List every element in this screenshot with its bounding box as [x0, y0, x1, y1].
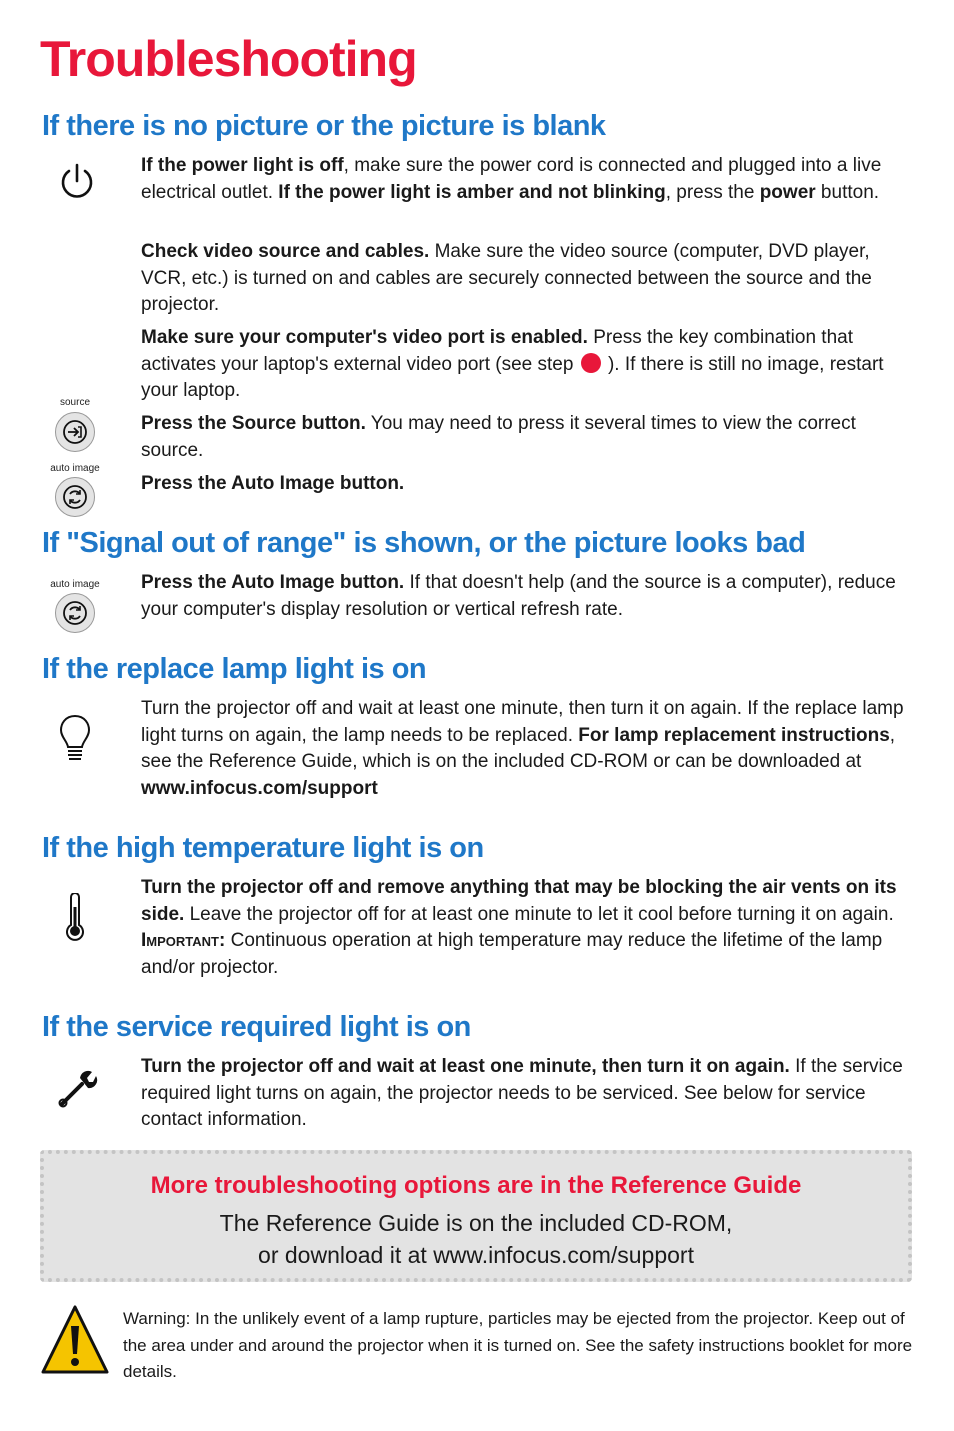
- auto-image-button-label: auto image: [50, 579, 100, 590]
- lamp-instructions-label: For lamp replacement instructions: [578, 724, 890, 746]
- signal-paragraph: [141, 570, 906, 623]
- text: If that doesn't help (and the source is a computer), reduce your computer's display resolution or vertical refresh rate.: [141, 572, 896, 620]
- text: Make sure the video source (computer, DVD player, VCR, etc.) is turned on and cables are securely connected between the source and the projector.: [141, 241, 872, 315]
- wrench-icon: [56, 1066, 100, 1115]
- text: Continuous operation at high temperature may reduce the lifetime of the lamp and/or projector.: [141, 930, 883, 978]
- heading-no-picture: If there is no picture or the picture is blank: [42, 110, 606, 142]
- important-label: Important:: [141, 930, 226, 951]
- lightbulb-icon: [58, 713, 92, 770]
- source-button-label: source: [59, 397, 90, 408]
- step-dot-icon: [581, 353, 601, 373]
- text: Turn the projector off and wait at least one minute, then turn it on again. If the replace lamp light turns on again, the lamp needs to be replaced.: [141, 698, 904, 746]
- lamp-paragraph: [141, 696, 906, 802]
- power-amber-label: If the power light is amber and not blinking: [278, 181, 666, 203]
- service-paragraph: [141, 1054, 906, 1134]
- temperature-instruction: Turn the projector off and remove anything that may be blocking the air vents on its side.: [141, 877, 897, 925]
- heading-lamp: If the replace lamp light is on: [42, 653, 427, 685]
- page-title: Troubleshooting: [40, 31, 417, 87]
- warning-text: Warning: In the unlikely event of a lamp rupture, particles may be ejected from the projector. Keep out of the area under and around the projector when it is turned on. See the safety instructions booklet for more details.: [123, 1309, 913, 1381]
- text: , see the Reference Guide, which is on the included CD-ROM or can be downloaded at: [141, 724, 896, 772]
- heading-temperature: If the high temperature light is on: [42, 832, 484, 864]
- reference-box-title: More troubleshooting options are in the Reference Guide: [150, 1172, 802, 1199]
- video-port-paragraph: [141, 325, 906, 405]
- auto-image-button-icon: [55, 477, 95, 517]
- auto-image-button-label: auto image: [50, 463, 100, 474]
- reference-guide-box: [40, 1150, 912, 1282]
- source-paragraph: [141, 411, 906, 464]
- text: Press the key combination that activates your laptop's external video port (see step: [141, 327, 854, 375]
- source-button-icon: [55, 412, 95, 452]
- text: , make sure the power cord is connected and plugged into a live electrical outlet.: [141, 155, 882, 203]
- reference-box-line2: or download it at www.infocus.com/support: [258, 1242, 694, 1268]
- auto-image-label: Press the Auto Image button.: [141, 473, 405, 494]
- power-word: power: [759, 181, 816, 203]
- text: If the service required light turns on again, the projector needs to be serviced. See below for service contact information.: [141, 1056, 903, 1130]
- heading-signal: If "Signal out of range" is shown, or the picture looks bad: [42, 527, 806, 559]
- text: , press the: [665, 181, 760, 203]
- auto-image-paragraph: [141, 471, 906, 498]
- support-link[interactable]: www.infocus.com/support: [141, 777, 378, 799]
- text: Leave the projector off for at least one minute to let it cool before turning it on again.: [184, 903, 894, 925]
- auto-image-label: Press the Auto Image button.: [141, 572, 405, 593]
- warning-icon: [40, 1304, 110, 1381]
- text: ). If there is still no image, restart your laptop.: [141, 353, 884, 401]
- reference-box-line1: The Reference Guide is on the included CD-ROM,: [219, 1210, 733, 1236]
- video-source-paragraph: [141, 239, 906, 319]
- thermometer-icon: [64, 893, 86, 946]
- heading-service: If the service required light is on: [42, 1011, 471, 1043]
- text: button.: [815, 181, 880, 203]
- power-icon: [55, 160, 99, 209]
- source-label: Press the Source button.: [141, 413, 366, 434]
- video-port-label: Make sure your computer's video port is enabled.: [141, 327, 588, 348]
- auto-image-button-icon: [55, 593, 95, 633]
- temperature-paragraph: [141, 875, 906, 981]
- check-video-label: Check video source and cables.: [141, 241, 430, 262]
- text: You may need to press it several times to view the correct source.: [141, 413, 856, 461]
- power-off-label: If the power light is off: [141, 155, 344, 176]
- power-paragraph: [141, 153, 906, 206]
- service-instruction: Turn the projector off and wait at least one minute, then turn it on again.: [141, 1056, 790, 1077]
